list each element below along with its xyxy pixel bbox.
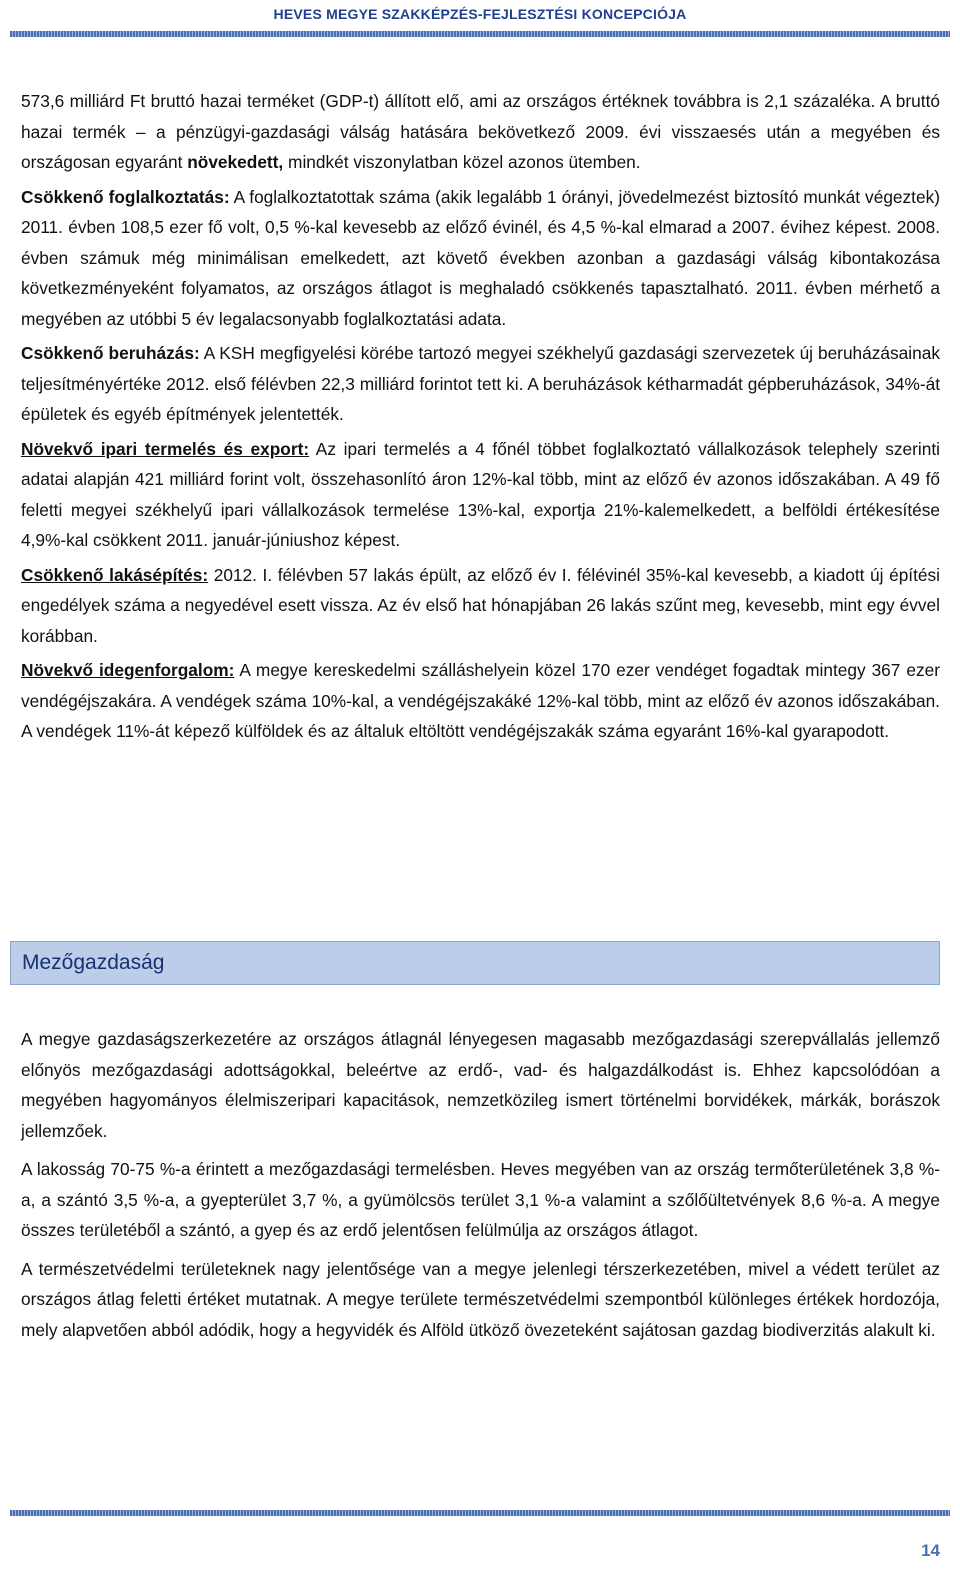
tourism-text: A megye kereskedelmi szálláshelyein közel 170 ezer vendéget fogadtak mintegy 367 ezer vendégéjszakára. A vendégek száma 10%-kal, a vendégéjszakáké 12%-kal több, mint az előző év azonos időszakában. A vendégek 11%-át képező külföldek és az általuk eltöltött vendégéjszakák száma egyaránt 16%-kal gyarapodott.	[21, 660, 940, 741]
footer-divider	[10, 1510, 950, 1516]
investment-text: A KSH megfigyelési körébe tartozó megyei székhelyű gazdasági szervezetek új beruházásainak teljesítményértéke 2012. első félévben 22,3 milliárd forintot tett ki. A beruházások kétharmadát gépberuházások, 34%-át épületek és egyéb építmények jelentették.	[21, 343, 940, 424]
housing-label: Csökkenő lakásépítés:	[21, 564, 209, 585]
employment-text: A foglalkoztatottak száma (akik legalább 1 órányi, jövedelmezést biztosító munkát végeztek) 2011. évben 108,5 ezer fő volt, 0,5 %-kal kevesebb az előző évinél, és 4,5 %-kal elmarad a 2007. évihez képest. 2008. évben számuk még minimálisan emelkedett, azt követő években azonban a gazdasági válság kibontakozása következményeként folyamatos, az országos átlagot is meghaladó csökkenés tapasztalható. 2011. évben mérhető a megyében az utóbbi 5 év legalacsonyabb foglalkoztatási adata.	[21, 186, 940, 329]
industry-label: Növekvő ipari termelés és export:	[21, 438, 310, 459]
housing-paragraph	[21, 560, 940, 652]
housing-text: 2012. I. félévben 57 lakás épült, az előző év I. félévinél 35%-kal kevesebb, a kiadott új építési engedélyek száma a negyedével esett vissza. Az év első hat hónapjában 26 lakás szűnt meg, kevesebb, mint egy évvel korábban.	[21, 564, 940, 646]
investment-label: Csökkenő beruházás:	[21, 343, 200, 363]
gdp-tail: mindkét viszonylatban közel azonos ütemben.	[283, 152, 641, 172]
page-header	[0, 0, 960, 24]
gdp-bold-word: növekedett,	[187, 152, 284, 172]
tourism-paragraph	[21, 655, 940, 747]
gdp-text: 573,6 milliárd Ft bruttó hazai terméket (GDP-t) állított elő, ami az országos értéknek továbbra is 2,1 százaléka. A bruttó hazai termék – a pénzügyi-gazdasági válság hatására bekövetkező 2009. évi visszaesés után a megyében és országosan egyaránt	[21, 91, 940, 172]
agriculture-paragraph-2: A lakosság 70-75 %-a érintett a mezőgazdasági termelésben. Heves megyében van az ország termőterületének 3,8 %-a, a szántó 3,5 %-a, a gyepterület 3,7 %, a gyümölcsös terület 3,1 %-a valamint a szőlőültetvények 8,6 %-a. A megye összes területéből a szántó, a gyep és az erdő jelentősen felülmúlja az országos átlagot.	[21, 1159, 940, 1240]
employment-paragraph	[21, 182, 940, 335]
gdp-paragraph	[21, 86, 940, 178]
economy-section	[21, 86, 940, 751]
industry-text: Az ipari termelés a 4 főnél többet foglalkoztató vállalkozások telephely szerinti adatai alapján 421 milliárd forint volt, összehasonlító áron 12%-kal több, mint az előző év azonos időszakában. A 49 fő feletti megyei székhelyű ipari vállalkozások termelése 13%-kal, exportja 21%-kalemelkedett, a belföldi értékesítése 4,9%-kal csökkent 2011. január-júniushoz képest.	[21, 438, 940, 550]
agriculture-paragraph-1: A megye gazdaságszerkezetére az országos átlagnál lényegesen magasabb mezőgazdasági szerepvállalás jellemző előnyös mezőgazdasági adottságokkal, beleértve az erdő-, vad- és halgazdálkodást is. Ehhez kapcsolódóan a megyében hagyományos élelmiszeripari kapacitások, nemzetközileg ismert történelmi borvidékek, márkák, borászok jellemzőek.	[21, 1029, 940, 1141]
employment-label: Csökkenő foglalkoztatás:	[21, 186, 230, 207]
section-heading-box	[10, 941, 940, 985]
header-divider	[10, 31, 950, 37]
section-title: Mezőgazdaság	[22, 951, 165, 974]
industry-paragraph	[21, 434, 940, 556]
investment-paragraph	[21, 338, 940, 430]
document-title: HEVES MEGYE SZAKKÉPZÉS-FEJLESZTÉSI KONCEPCIÓJA	[273, 6, 687, 22]
page-number: 14	[921, 1541, 940, 1560]
tourism-label: Növekvő idegenforgalom:	[21, 660, 235, 680]
agriculture-paragraph-3: A természetvédelmi területeknek nagy jelentősége van a megye jelenlegi térszerkezetében, mivel a védett terület az országos átlag feletti értéket mutatnak. A megye területe természetvédelmi szempontból különleges értékek hordozója, mely alapvetően abból adódik, hogy a hegyvidék és Alföld ütköző övezeteként sajátosan gazdag biodiverzitás alakult ki.	[21, 1258, 940, 1340]
agriculture-section	[21, 1024, 940, 1353]
